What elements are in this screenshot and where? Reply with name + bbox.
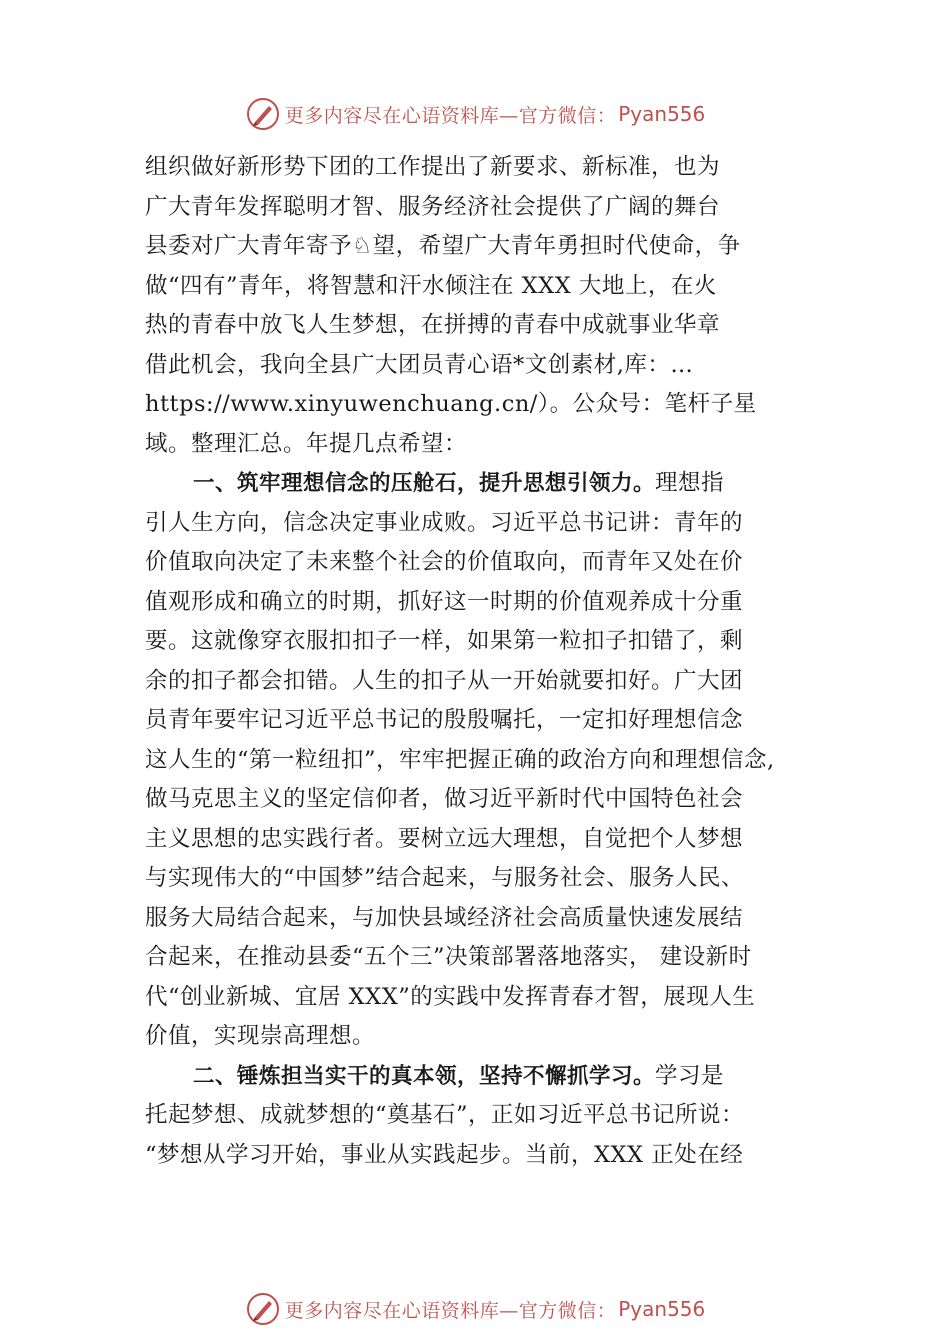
text-line: 做“四有”青年，将智慧和汗水倾注在 XXX 大地上，在火 [145, 272, 717, 299]
text-line: 代“创业新城、宜居 XXX”的实践中发挥青春才智，展现人生 [145, 983, 756, 1010]
text-line: 域。整理汇总。年提几点希望： [145, 430, 468, 457]
pen-logo-icon [245, 1291, 281, 1327]
text-line: 广大青年发挥聪明才智、服务经济社会提供了广阔的舞台 [145, 193, 721, 220]
pen-logo-icon [245, 96, 281, 132]
text-line: 引人生方向，信念决定事业成败。习近平总书记讲：青年的 [145, 509, 744, 536]
section-1-first-line [145, 464, 825, 504]
text-line: 合起来，在推动县委“五个三”决策部署落地落实， 建设新时 [145, 944, 752, 970]
text-line: 价值取向决定了未来整个社会的价值取向，而青年又处在价 [145, 549, 744, 575]
document-body [145, 148, 825, 1175]
section-2-heading: 二、锤炼担当实干的真本领，坚持不懈抓学习。 [193, 1063, 656, 1089]
footer-wechat-id: Pyan556 [618, 1297, 706, 1321]
text-line: 托起梦想、成就梦想的“奠基石”，正如习近平总书记所说： [145, 1102, 745, 1128]
header-text: 更多内容尽在心语资料库—官方微信： [284, 104, 617, 127]
section-1-heading: 一、筑牢理想信念的压舱石，提升思想引领力。 [193, 471, 656, 496]
text-line: 借此机会，我向全县广大团员青心语*文创素材,库：… [145, 351, 694, 378]
text-line: 余的扣子都会扣错。人生的扣子从一开始就要扣好。广大团 [145, 667, 744, 694]
header-watermark [0, 94, 950, 134]
text-line: 县委对广大青年寄予♘望，希望广大青年勇担时代使命，争 [145, 233, 741, 259]
section-2-first-line [145, 1057, 825, 1097]
text-line: https://www.xinyuwenchuang.cn/）。公众号：笔杆子星 [145, 391, 757, 417]
section-2-lead: 学习是 [655, 1062, 725, 1089]
section-1-lead: 理想指 [655, 470, 725, 496]
footer-watermark [0, 1289, 950, 1329]
text-line: 要。这就像穿衣服扣扣子一样，如果第一粒扣子扣错了，剩 [145, 628, 744, 654]
text-line: 服务大局结合起来，与加快县域经济社会高质量快速发展结 [145, 904, 744, 931]
text-line: 这人生的“第一粒纽扣”，牢牢把握正确的政治方向和理想信念, [145, 746, 775, 773]
text-line: “梦想从学习开始，事业从实践起步。当前，XXX 正处在经 [145, 1141, 744, 1168]
text-line: 价值，实现崇高理想。 [145, 1023, 376, 1049]
text-line: 组织做好新形势下团的工作提出了新要求、新标准，也为 [145, 154, 721, 180]
text-line: 热的青春中放飞人生梦想，在拼搏的青春中成就事业华章 [145, 312, 721, 338]
header-wechat-id: Pyan556 [618, 102, 706, 126]
text-line: 值观形成和确立的时期，抓好这一时期的价值观养成十分重 [145, 588, 744, 615]
footer-text: 更多内容尽在心语资料库—官方微信： [284, 1299, 617, 1322]
text-line: 员青年要牢记习近平总书记的殷殷嘱托，一定扣好理想信念 [145, 707, 744, 733]
text-line: 主义思想的忠实践行者。要树立远大理想，自觉把个人梦想 [145, 825, 744, 852]
text-line: 与实现伟大的“中国梦”结合起来，与服务社会、服务人民、 [145, 865, 745, 891]
text-line: 做马克思主义的坚定信仰者，做习近平新时代中国特色社会 [145, 786, 744, 812]
